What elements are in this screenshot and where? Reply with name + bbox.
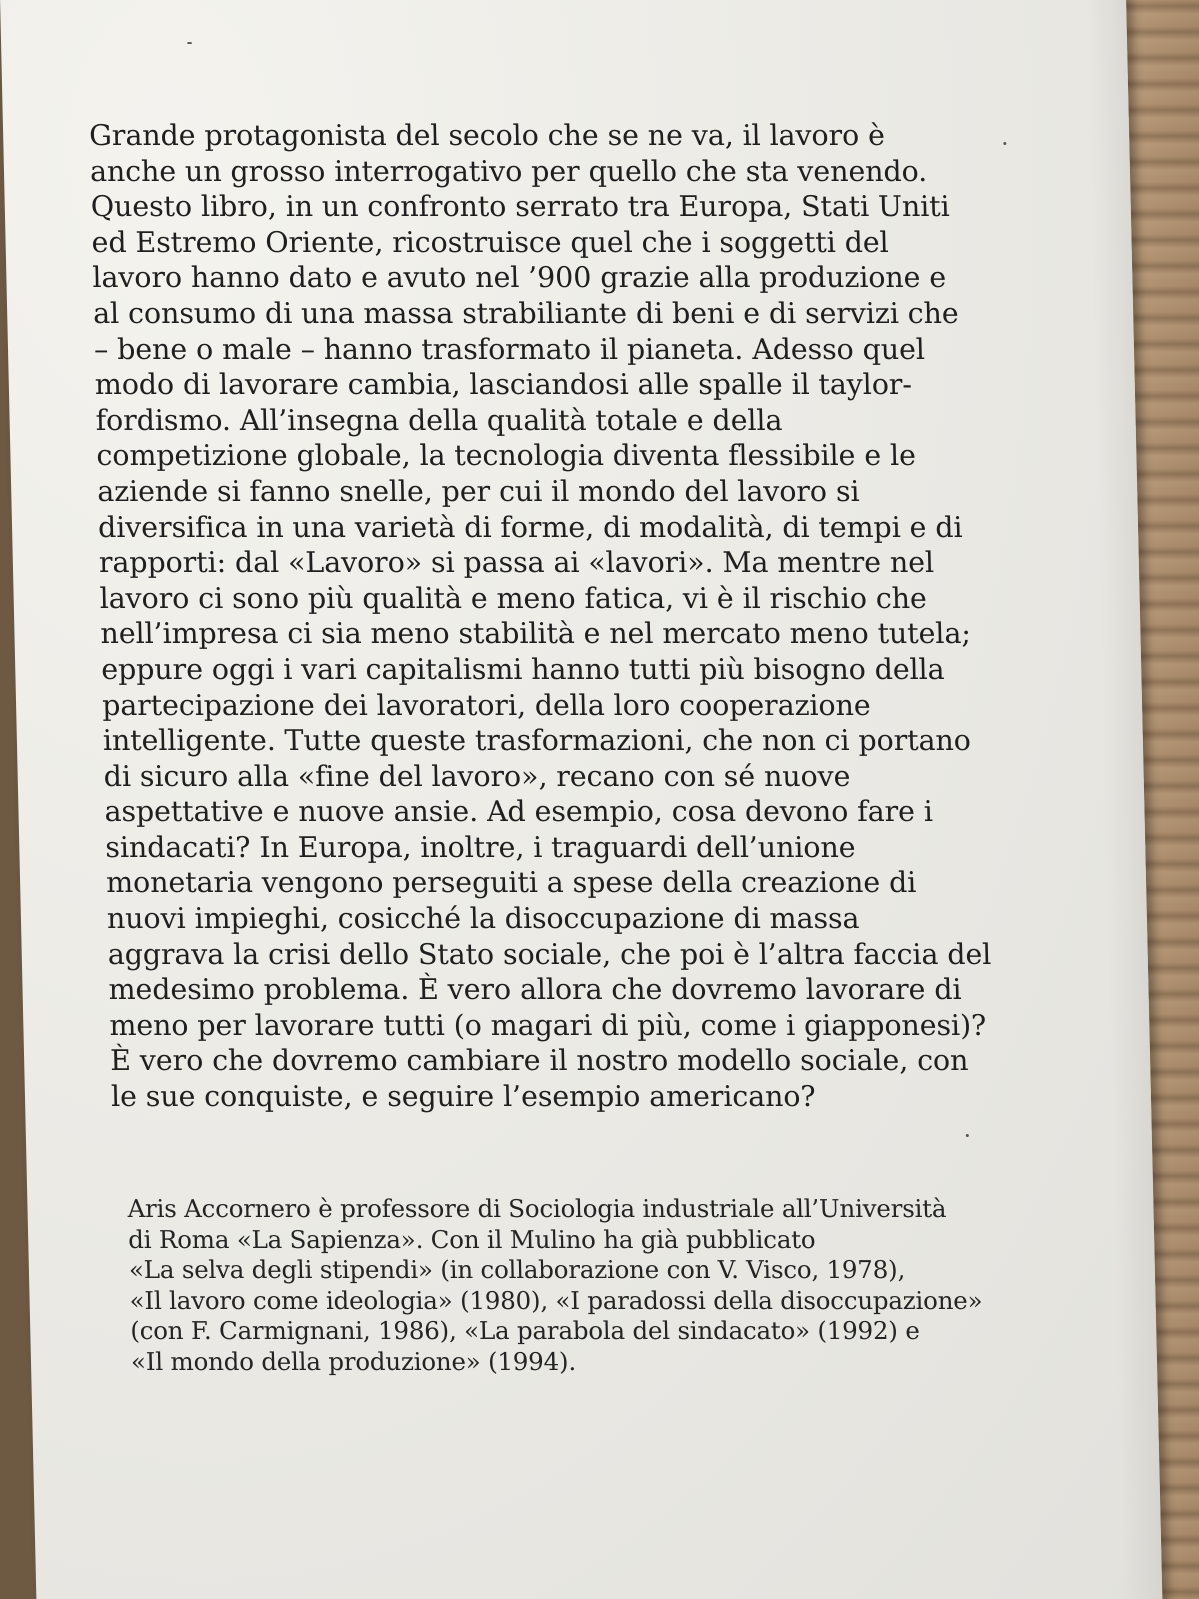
description-line: meno per lavorare tutti (o magari di più, come i giapponesi)?: [108, 1008, 987, 1042]
bio-line: «La selva degli stipendi» (in collaborazione con V. Visco, 1978),: [128, 1255, 906, 1284]
description-line: – bene o male – hanno trasformato il pianeta. Adesso quel: [93, 332, 926, 366]
description-line: rapporti: dal «Lavoro» si passa ai «lavori». Ma mentre nel: [98, 546, 935, 580]
description-line: fordismo. All’insegna della qualità totale e della: [95, 403, 783, 437]
description-line: È vero che dovremo cambiare il nostro modello sociale, con: [109, 1044, 969, 1078]
description-line: al consumo di una massa strabiliante di beni e di servizi che: [92, 296, 959, 330]
description-line: diversifica in una varietà di forme, di modalità, di tempi e di: [97, 510, 963, 544]
description-line: lavoro hanno dato e avuto nel ’900 grazie alla produzione e: [92, 261, 947, 295]
bio-line: Aris Accornero è professore di Sociologia industriale all’Università: [127, 1194, 947, 1223]
description-line: medesimo problema. È vero allora che dovremo lavorare di: [108, 973, 962, 1007]
description-line: competizione globale, la tecnologia diventa flessibile e le: [96, 439, 917, 473]
description-line: le sue conquiste, e seguire l’esempio americano?: [110, 1080, 816, 1114]
bio-line: «Il lavoro come ideologia» (1980), «I paradossi della disoccupazione»: [129, 1285, 983, 1315]
page-speck: [966, 1134, 969, 1137]
author-bio: [127, 1194, 1061, 1377]
description-line: di sicuro alla «fine del lavoro», recano con sé nuove: [103, 759, 851, 793]
description-line: sindacati? In Europa, inoltre, i traguardi dell’unione: [104, 830, 856, 864]
description-line: partecipazione dei lavoratori, della loro cooperazione: [101, 688, 871, 722]
description-line: modo di lavorare cambia, lasciandosi alle spalle il taylor-: [94, 368, 913, 402]
description-line: lavoro ci sono più qualità e meno fatica, vi è il rischio che: [99, 581, 928, 615]
description-line: nuovi impieghi, cosicché la disoccupazione di massa: [106, 902, 860, 936]
description-line: anche un grosso interrogativo per quello che sta venendo.: [89, 154, 928, 188]
description-line: eppure oggi i vari capitalismi hanno tutti più bisogno della: [100, 652, 945, 686]
description-line: Grande protagonista del secolo che se ne va, il lavoro è: [88, 119, 886, 152]
book-description: [89, 118, 1072, 1115]
bio-line: di Roma «La Sapienza». Con il Mulino ha già pubblicato: [127, 1224, 816, 1254]
bio-line: (con F. Carmignani, 1986), «La parabola del sindacato» (1992) e: [129, 1316, 920, 1345]
description-line: ed Estremo Oriente, ricostruisce quel che i soggetti del: [91, 225, 889, 259]
description-line: monetaria vengono perseguiti a spese della creazione di: [105, 866, 917, 900]
description-line: Questo libro, in un confronto serrato tra Europa, Stati Uniti: [90, 190, 950, 224]
description-line: intelligente. Tutte queste trasformazioni, che non ci portano: [102, 724, 972, 758]
description-line: aspettative e nuove ansie. Ad esempio, cosa devono fare i: [104, 795, 934, 829]
bio-line: «Il mondo della produzione» (1994).: [130, 1346, 577, 1376]
description-line: aggrava la crisi dello Stato sociale, che poi è l’altra faccia del: [107, 937, 992, 971]
page-speck: [187, 42, 192, 44]
description-line: nell’impresa ci sia meno stabilità e nel mercato meno tutela;: [100, 617, 972, 651]
description-line: aziende si fanno snelle, per cui il mondo del lavoro si: [96, 474, 860, 508]
